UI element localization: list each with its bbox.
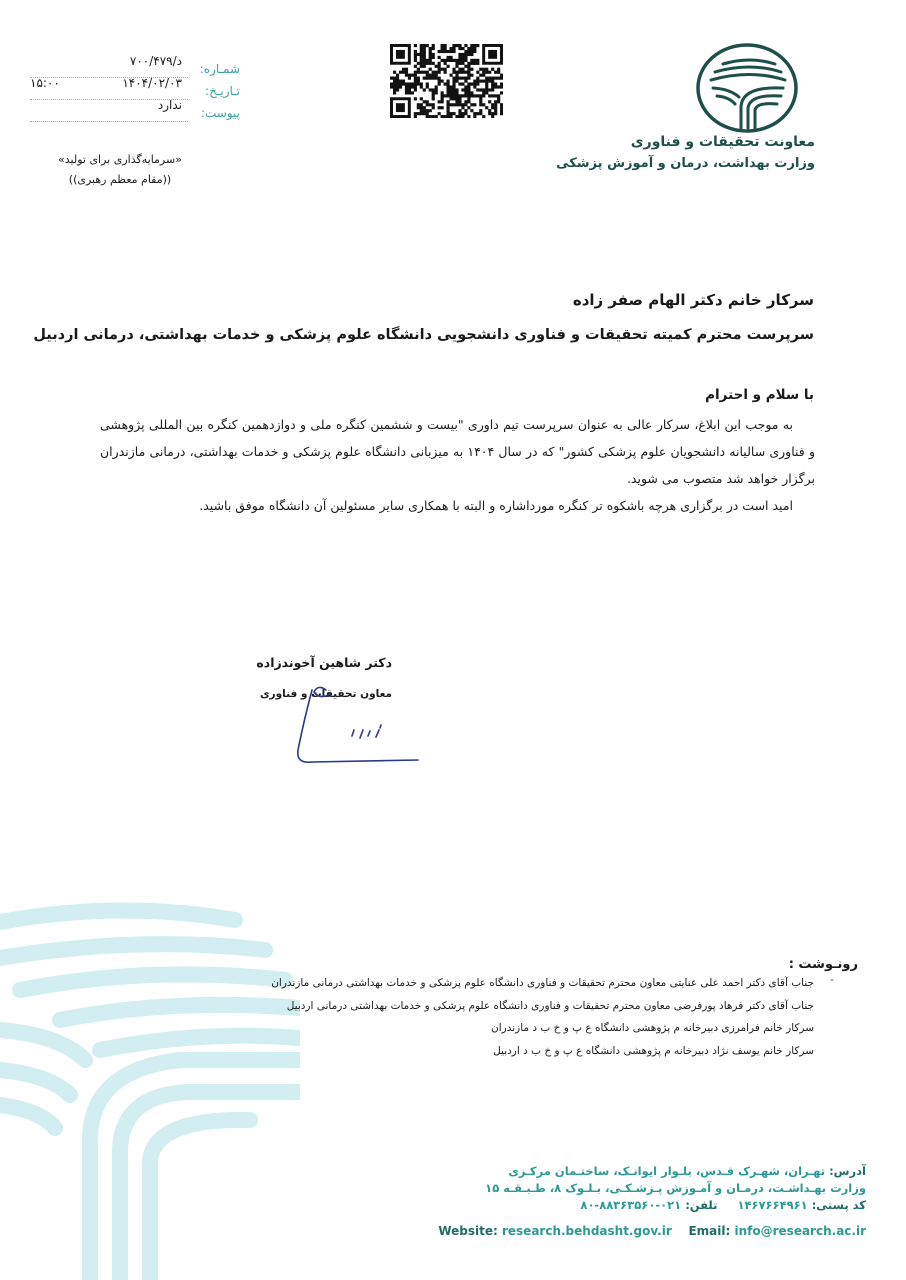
date-row <box>30 76 240 102</box>
address-line1: تهـران، شهـرک قـدس، بلـوار ایوانـک، ساختـمان مرکـزی <box>508 1164 826 1178</box>
closing-paragraph: امید است در برگزاری هرچه باشکوه تر کنگره مورداشاره و البته با همکاری سایر مسئولین آن دانشگاه موفق باشید. <box>199 498 793 513</box>
copy-recipient: سرکار خانم فرامرزی دبیرخانه م پژوهشی دانشگاه ع پ و خ ب د مازندران <box>491 1022 814 1034</box>
postal-label: کد پستی: <box>811 1198 866 1212</box>
slogan-line: «سرمایه‌گذاری برای تولید» <box>58 153 182 166</box>
logo-subtitle: وزارت بهداشت، درمان و آموزش پزشکی <box>556 156 815 171</box>
footer-address <box>485 1163 866 1214</box>
copy-recipient: جناب آقای دکتر احمد علی عنایتی معاون محترم تحقیقات و فناوری دانشگاه علوم پزشکی و خدمات بهداشتی درمانی مازندران <box>271 977 814 989</box>
letter-meta <box>30 54 240 124</box>
postal-value: ۱۴۶۷۶۶۴۹۶۱ <box>737 1198 808 1212</box>
slogan <box>40 150 200 190</box>
copies-list <box>271 972 814 1062</box>
address-line2: وزارت بهـداشـت، درمـان و آمـوزش پـزشـکـی، بـلـوک ۸، طـبـقـه ۱۵ <box>485 1181 866 1195</box>
website-link[interactable]: research.behdasht.gov.ir <box>501 1224 672 1238</box>
logo-title: معاونت تحقیقات و فناوری <box>630 134 815 150</box>
time-value: ۱۵:۰۰ <box>30 76 60 90</box>
attachment-value: ندارد <box>157 98 182 112</box>
tree-logo-icon <box>695 42 800 134</box>
letter-body <box>100 411 815 519</box>
watermark-logo <box>0 880 300 1280</box>
number-value: د/۷۰۰/۴۷۹ <box>129 54 182 68</box>
recipient-name: سرکار خانم دکتر الهام صفر زاده <box>572 291 814 309</box>
date-label: تـاریـخ: <box>205 84 240 98</box>
contact-line <box>485 1197 866 1214</box>
address-label: آدرس: <box>829 1164 866 1178</box>
footer-web <box>438 1224 866 1238</box>
attachment-label: پیوست: <box>200 106 240 120</box>
signatory-title: معاون تحقیقات و فناوری <box>259 688 392 700</box>
email-link[interactable]: info@research.ac.ir <box>734 1224 866 1238</box>
phone-value: ۰۲۱-۸۸۳۶۳۵۶۰-۸۰ <box>580 1198 682 1212</box>
handwritten-signature <box>290 680 420 770</box>
recipient-title: سرپرست محترم کمیته تحقیقات و فناوری دانشجویی دانشگاه علوم پزشکی و خدمات بهداشتی، درمانی اردبیل <box>33 327 814 343</box>
phone-label: تلفن: <box>685 1198 718 1212</box>
slogan-attribution: ((مقام معظم رهبری)) <box>68 173 172 186</box>
copy-recipient: سرکار خانم یوسف نژاد دبیرخانه م پژوهشی دانشگاه ع پ و خ ب د اردبیل <box>493 1044 814 1057</box>
dotted-line <box>30 121 188 122</box>
attachment-row <box>30 98 240 124</box>
body-paragraph: به موجب این ابلاغ، سرکار عالی به عنوان سرپرست تیم داوری "بیست و ششمین کنگره ملی و دوازدهمین کنگره بین المللی پژوهشی و فناوری سالیانه دانشجویان علوم پزشکی کشور" که در سال ۱۴۰۴ به میزبانی دانشگاه علوم پزشکی و خدمات بهداشتی، درمانی مازندران برگزار خواهد شد متصوب می شوید. <box>100 417 815 486</box>
address-line <box>485 1163 866 1180</box>
copies-title: رونـوشت : <box>788 957 858 972</box>
website-label: Website: <box>438 1224 498 1238</box>
email-label: Email: <box>688 1224 731 1238</box>
qr-code <box>390 44 503 118</box>
copy-recipient: جناب آقای دکتر فرهاد پورفرضی معاون محترم تحقیقات و فناوری دانشگاه علوم پزشکی و خدمات بهداشتی درمانی اردبیل <box>286 999 814 1012</box>
date-value: ۱۴۰۴/۰۲/۰۳ <box>122 76 182 90</box>
list-dash: - <box>830 973 834 986</box>
signatory-name: دکتر شاهین آخوندزاده <box>256 655 392 670</box>
greeting: با سلام و احترام <box>705 387 814 403</box>
number-label: شمـاره: <box>199 62 240 76</box>
